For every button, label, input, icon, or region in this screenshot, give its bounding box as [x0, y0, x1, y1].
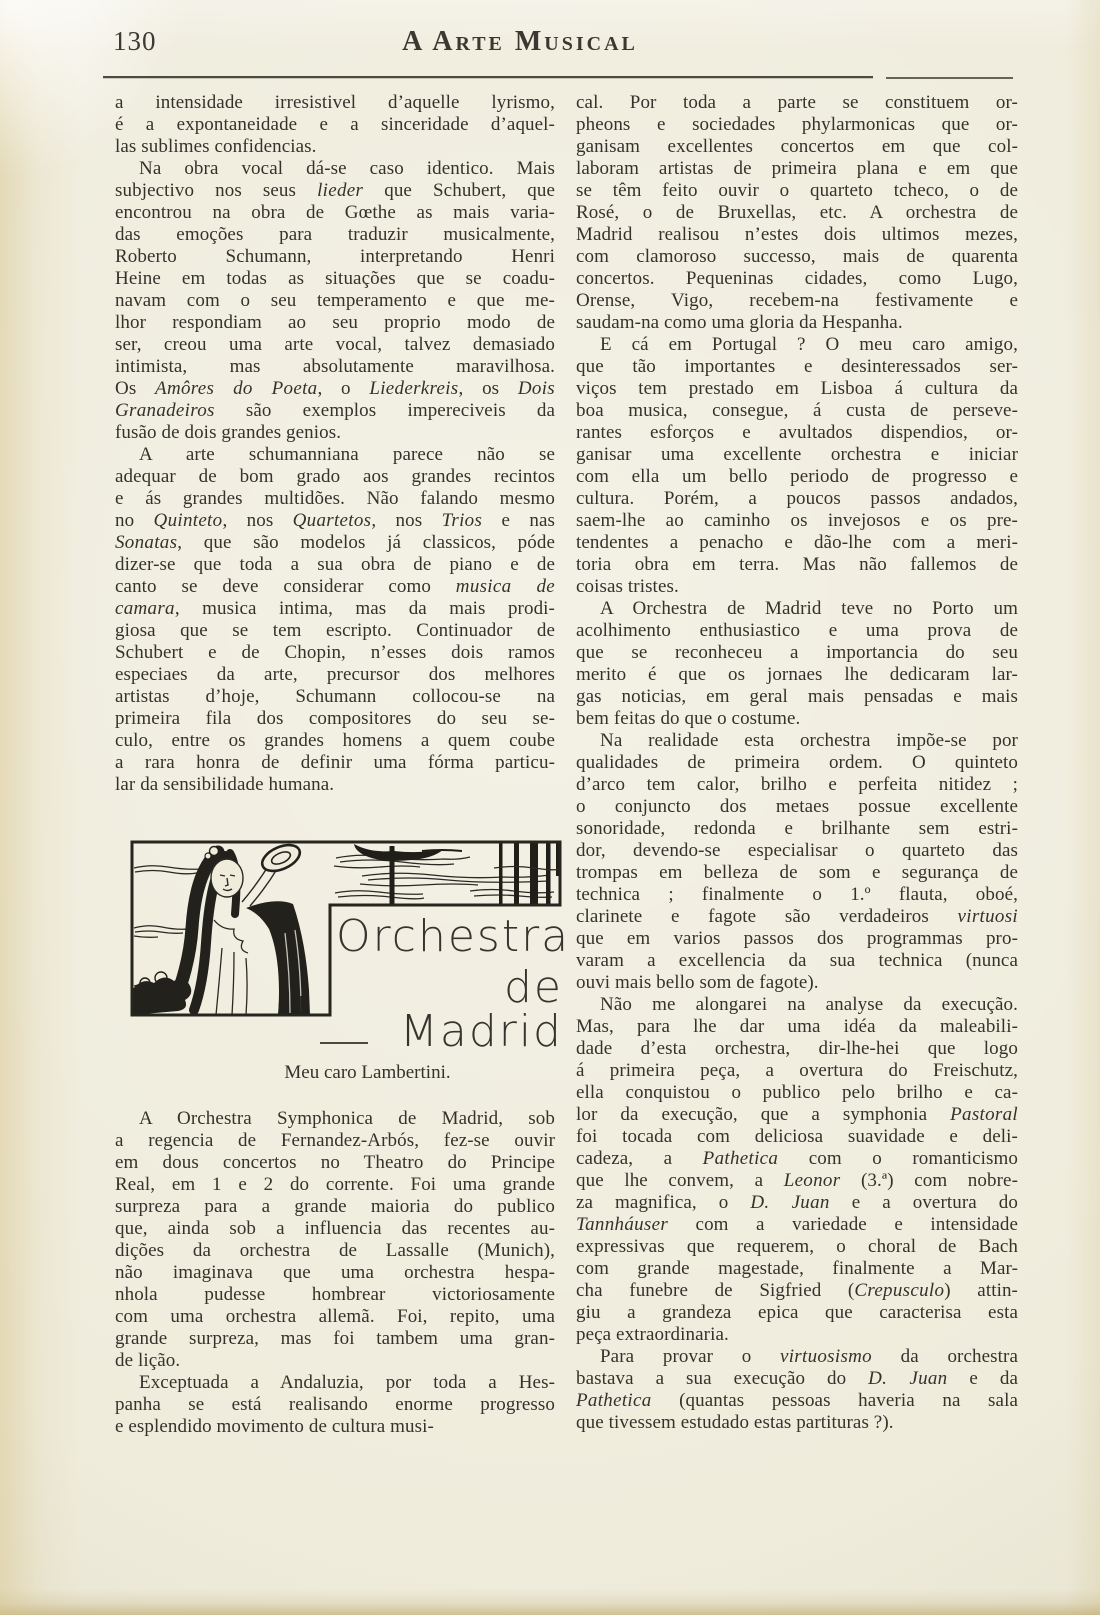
text-line: em dous concertos no Theatro do Principe: [115, 1152, 555, 1173]
text-line: ganisam excellentes concertos em que col-: [576, 136, 1018, 157]
text-line: toria obra em terra. Mas não fallemos de: [576, 554, 1018, 575]
text-line: bastava a sua execução do D. Juan e da: [576, 1368, 1019, 1389]
text-line: boa musica, consegue, á custa de perseve-: [576, 400, 1018, 421]
text-line: a regencia de Fernandez-Arbós, fez-se ouvir: [115, 1130, 555, 1151]
text-line: Na obra vocal dá-se caso identico. Mais: [139, 158, 555, 179]
text-line: ella conquistou o publico pelo brilho e ca-: [576, 1082, 1018, 1103]
text-line: que tão importantes e desinteressados ser-: [576, 356, 1018, 377]
right-column: [576, 92, 1018, 1434]
text-line: peça extraordinaria.: [576, 1324, 729, 1345]
paragraph: [115, 444, 555, 796]
text-line: que tivessem estudado estas partituras ?).: [576, 1412, 894, 1433]
text-line: Real, em 1 e 2 do corrente. Foi uma grande: [115, 1174, 555, 1195]
text-line: cultura. Porém, a poucos passos andados,: [576, 488, 1018, 509]
text-line: que lhe convem, a Leonor (3.ª) com nobre-: [576, 1170, 1018, 1191]
paragraph: [576, 730, 1018, 994]
text-line: expressivas que requerem, o choral de Bach: [576, 1236, 1018, 1257]
text-line: Heine em todas as situações que se coadu-: [115, 268, 555, 289]
journal-title: A Arte Musical: [402, 26, 638, 57]
text-line: dições da orchestra de Lassalle (Munich),: [115, 1240, 555, 1261]
text-line: concertos. Pequeninas cidades, como Lugo,: [576, 268, 1018, 289]
text-line: dor, devendo-se especialisar o quarteto das: [576, 840, 1018, 861]
text-line: tendentes a penacho e dão-lhe com a meri-: [576, 532, 1018, 553]
text-line: bem feitas do que o costume.: [576, 708, 801, 729]
text-line: technica ; finalmente o 1.º flauta, oboé,: [576, 884, 1018, 905]
text-line: Mas, para lhe dar uma idéa da maleabili-: [576, 1016, 1018, 1037]
text-line: o conjuncto dos metaes possue excellente: [576, 796, 1018, 817]
text-line: no Quinteto, nos Quartetos, nos Trios e nas: [115, 510, 555, 531]
text-line: Para provar o virtuosismo da orchestra: [600, 1346, 1018, 1367]
text-line: cha funebre de Sigfried (Crepusculo) attin-: [576, 1280, 1018, 1301]
text-line: Tannháuser com a variedade e intensidade: [576, 1214, 1018, 1235]
text-line: lor da execução, que a symphonia Pastoral: [576, 1104, 1018, 1125]
left-column-lower: [115, 1108, 555, 1438]
text-line: Sonatas, que são modelos já classicos, póde: [115, 532, 555, 553]
text-line: canto se deve considerar como musica de: [115, 576, 555, 597]
text-line: sonoridade, redonda e brilhante sem estri-: [576, 818, 1018, 839]
text-line: clarinete e fagote são verdadeiros virtuosi: [576, 906, 1018, 927]
text-line: e esplendido movimento de cultura musi-: [115, 1416, 434, 1437]
text-line: Roberto Schumann, interpretando Henri: [115, 246, 555, 267]
text-line: A arte schumanniana parece não se: [139, 444, 555, 465]
text-line: com grande magestade, finalmente a Mar-: [576, 1258, 1018, 1279]
text-line: com ella um bello periodo de progresso e: [576, 466, 1018, 487]
text-line: a rara honra de definir uma fórma particu-: [115, 752, 555, 773]
text-line: que, ainda sob a influencia das recentes au-: [115, 1218, 555, 1239]
text-line: Não me alongarei na analyse da execução.: [600, 994, 1018, 1015]
text-line: pheons e sociedades phylarmonicas que or-: [576, 114, 1018, 135]
paragraph: [115, 1372, 555, 1438]
text-line: las sublimes confidencias.: [115, 136, 317, 157]
salutation: Meu caro Lambertini.: [284, 1062, 451, 1083]
text-line: A Orchestra Symphonica de Madrid, sob: [139, 1108, 555, 1129]
text-line: camara, musica intima, mas da mais prodi-: [115, 598, 555, 619]
left-column-upper: [115, 92, 555, 796]
text-line: cadeza, a Pathetica com o romanticismo: [576, 1148, 1018, 1169]
text-line: fusão de dois grandes genios.: [115, 422, 342, 443]
text-line: Exceptuada a Andaluzia, por toda a Hes-: [139, 1372, 555, 1393]
text-line: das emoções para traduzir musicalmente,: [115, 224, 555, 245]
paragraph: [115, 158, 555, 444]
text-line: Granadeiros são exemplos impereciveis da: [115, 400, 555, 421]
header-rule-left: [103, 76, 873, 78]
text-line: ganisar uma excellente orchestra e iniciar: [576, 444, 1018, 465]
text-line: merito é que os jornaes lhe dedicaram lar-: [576, 664, 1018, 685]
text-line: especiaes da arte, precursor dos melhores: [115, 664, 555, 685]
paragraph: [576, 1346, 1018, 1434]
text-line: ouvi mais bello som de fagote).: [576, 972, 819, 993]
text-line: rantes esforços e avultados dispendios, or-: [576, 422, 1018, 443]
text-line: com clamoroso successo, mais de quarenta: [576, 246, 1018, 267]
text-line: encontrou na obra de Gœthe as mais varia-: [115, 202, 555, 223]
text-line: Pathetica (quantas pessoas haveria na sala: [576, 1390, 1018, 1411]
text-line: Os Amôres do Poeta, o Liederkreis, os Dois: [115, 378, 555, 399]
paragraph: [115, 1108, 555, 1372]
text-line: qualidades de primeira ordem. O quinteto: [576, 752, 1018, 773]
text-line: se têm feito ouvir o quarteto tcheco, o de: [576, 180, 1018, 201]
text-line: A Orchestra de Madrid teve no Porto um: [600, 598, 1018, 619]
text-line: coisas tristes.: [576, 576, 679, 597]
text-line: dade d’esta orchestra, dir-lhe-hei que logo: [576, 1038, 1018, 1059]
text-line: primeira fila dos compositores do seu se-: [115, 708, 555, 729]
article-title-line2: de Madrid: [399, 962, 563, 1057]
text-line: intimista, mas absolutamente maravilhosa.: [115, 356, 555, 377]
text-line: com uma orchestra allemã. Foi, repito, uma: [115, 1306, 555, 1327]
text-line: trompas em belleza de som e segurança de: [576, 862, 1018, 883]
paragraph: [576, 92, 1018, 334]
text-line: panha se está realisando enorme progresso: [115, 1394, 555, 1415]
text-line: artistas d’hoje, Schumann collocou-se na: [115, 686, 555, 707]
text-line: Madrid realisou n’estes dois ultimos mezes,: [576, 224, 1018, 245]
text-line: é a expontaneidade e a sinceridade d’aquel-: [115, 114, 555, 135]
paragraph: [115, 92, 555, 158]
text-line: E cá em Portugal ? O meu caro amigo,: [600, 334, 1018, 355]
text-line: d’arco tem calor, brilho e perfeita nitidez ;: [576, 774, 1018, 795]
text-line: nhola pudesse hombrear victoriosamente: [115, 1284, 555, 1305]
text-line: subjectivo nos seus lieder que Schubert, que: [115, 180, 555, 201]
text-line: giu a grandeza epica que caracterisa esta: [576, 1302, 1018, 1323]
text-line: giosa que se tem escripto. Continuador de: [115, 620, 555, 641]
text-line: grande surpreza, mas foi tambem uma gran-: [115, 1328, 555, 1349]
text-line: não imaginava que uma orchestra hespa-: [115, 1262, 555, 1283]
paragraph: [576, 334, 1018, 598]
text-line: saem-lhe ao caminho os invejosos e os pre-: [576, 510, 1018, 531]
title-divider-rule: [320, 1042, 368, 1044]
text-line: lhor respondiam ao seu proprio modo de: [115, 312, 555, 333]
text-line: que se reconheceu a importancia do seu: [576, 642, 1018, 663]
text-line: viços tem prestado em Lisboa á cultura da: [576, 378, 1018, 399]
text-line: gas noticias, em geral mais pensadas e mais: [576, 686, 1018, 707]
text-line: que em varios passos dos programmas pro-: [576, 928, 1018, 949]
paragraph: [576, 994, 1018, 1346]
article-title-line1: Orchestra: [336, 911, 571, 962]
text-line: ser, creou uma arte vocal, talvez demasiado: [115, 334, 555, 355]
text-line: acolhimento enthusiastico e uma prova de: [576, 620, 1018, 641]
text-line: foi tocada com deliciosa suavidade e deli-: [576, 1126, 1018, 1147]
text-line: surpreza para a grande maioria do publico: [115, 1196, 555, 1217]
text-line: á primeira peça, a overtura do Freischutz,: [576, 1060, 1018, 1081]
text-line: za magnifica, o D. Juan e a overtura do: [576, 1192, 1018, 1213]
text-line: laboram artistas de primeira plana e em que: [576, 158, 1018, 179]
text-line: Na realidade esta orchestra impõe-se por: [600, 730, 1018, 751]
text-line: varam a excellencia da sua technica (nunca: [576, 950, 1018, 971]
text-line: e ás grandes multidões. Não falando mesmo: [115, 488, 555, 509]
page-number: 130: [113, 26, 157, 56]
text-line: culo, entre os grandes homens a quem coube: [115, 730, 555, 751]
text-line: a intensidade irresistivel d’aquelle lyrismo,: [115, 92, 555, 113]
text-line: saudam-na como uma gloria da Hespanha.: [576, 312, 903, 333]
text-line: navam com o seu temperamento e que me-: [115, 290, 555, 311]
text-line: adequar de bom grado aos grandes recintos: [115, 466, 555, 487]
text-line: Rosé, o de Bruxellas, etc. A orchestra de: [576, 202, 1018, 223]
header-rule-right: [886, 77, 1013, 79]
paragraph: [576, 598, 1018, 730]
text-line: dizer-se que toda a sua obra de piano e de: [115, 554, 555, 575]
text-line: lar da sensibilidade humana.: [115, 774, 335, 795]
text-line: Schubert e de Chopin, n’esses dois ramos: [115, 642, 555, 663]
text-line: cal. Por toda a parte se constituem or-: [576, 92, 1018, 113]
text-line: de lição.: [115, 1350, 181, 1371]
text-line: Orense, Vigo, recebem-na festivamente e: [576, 290, 1018, 311]
